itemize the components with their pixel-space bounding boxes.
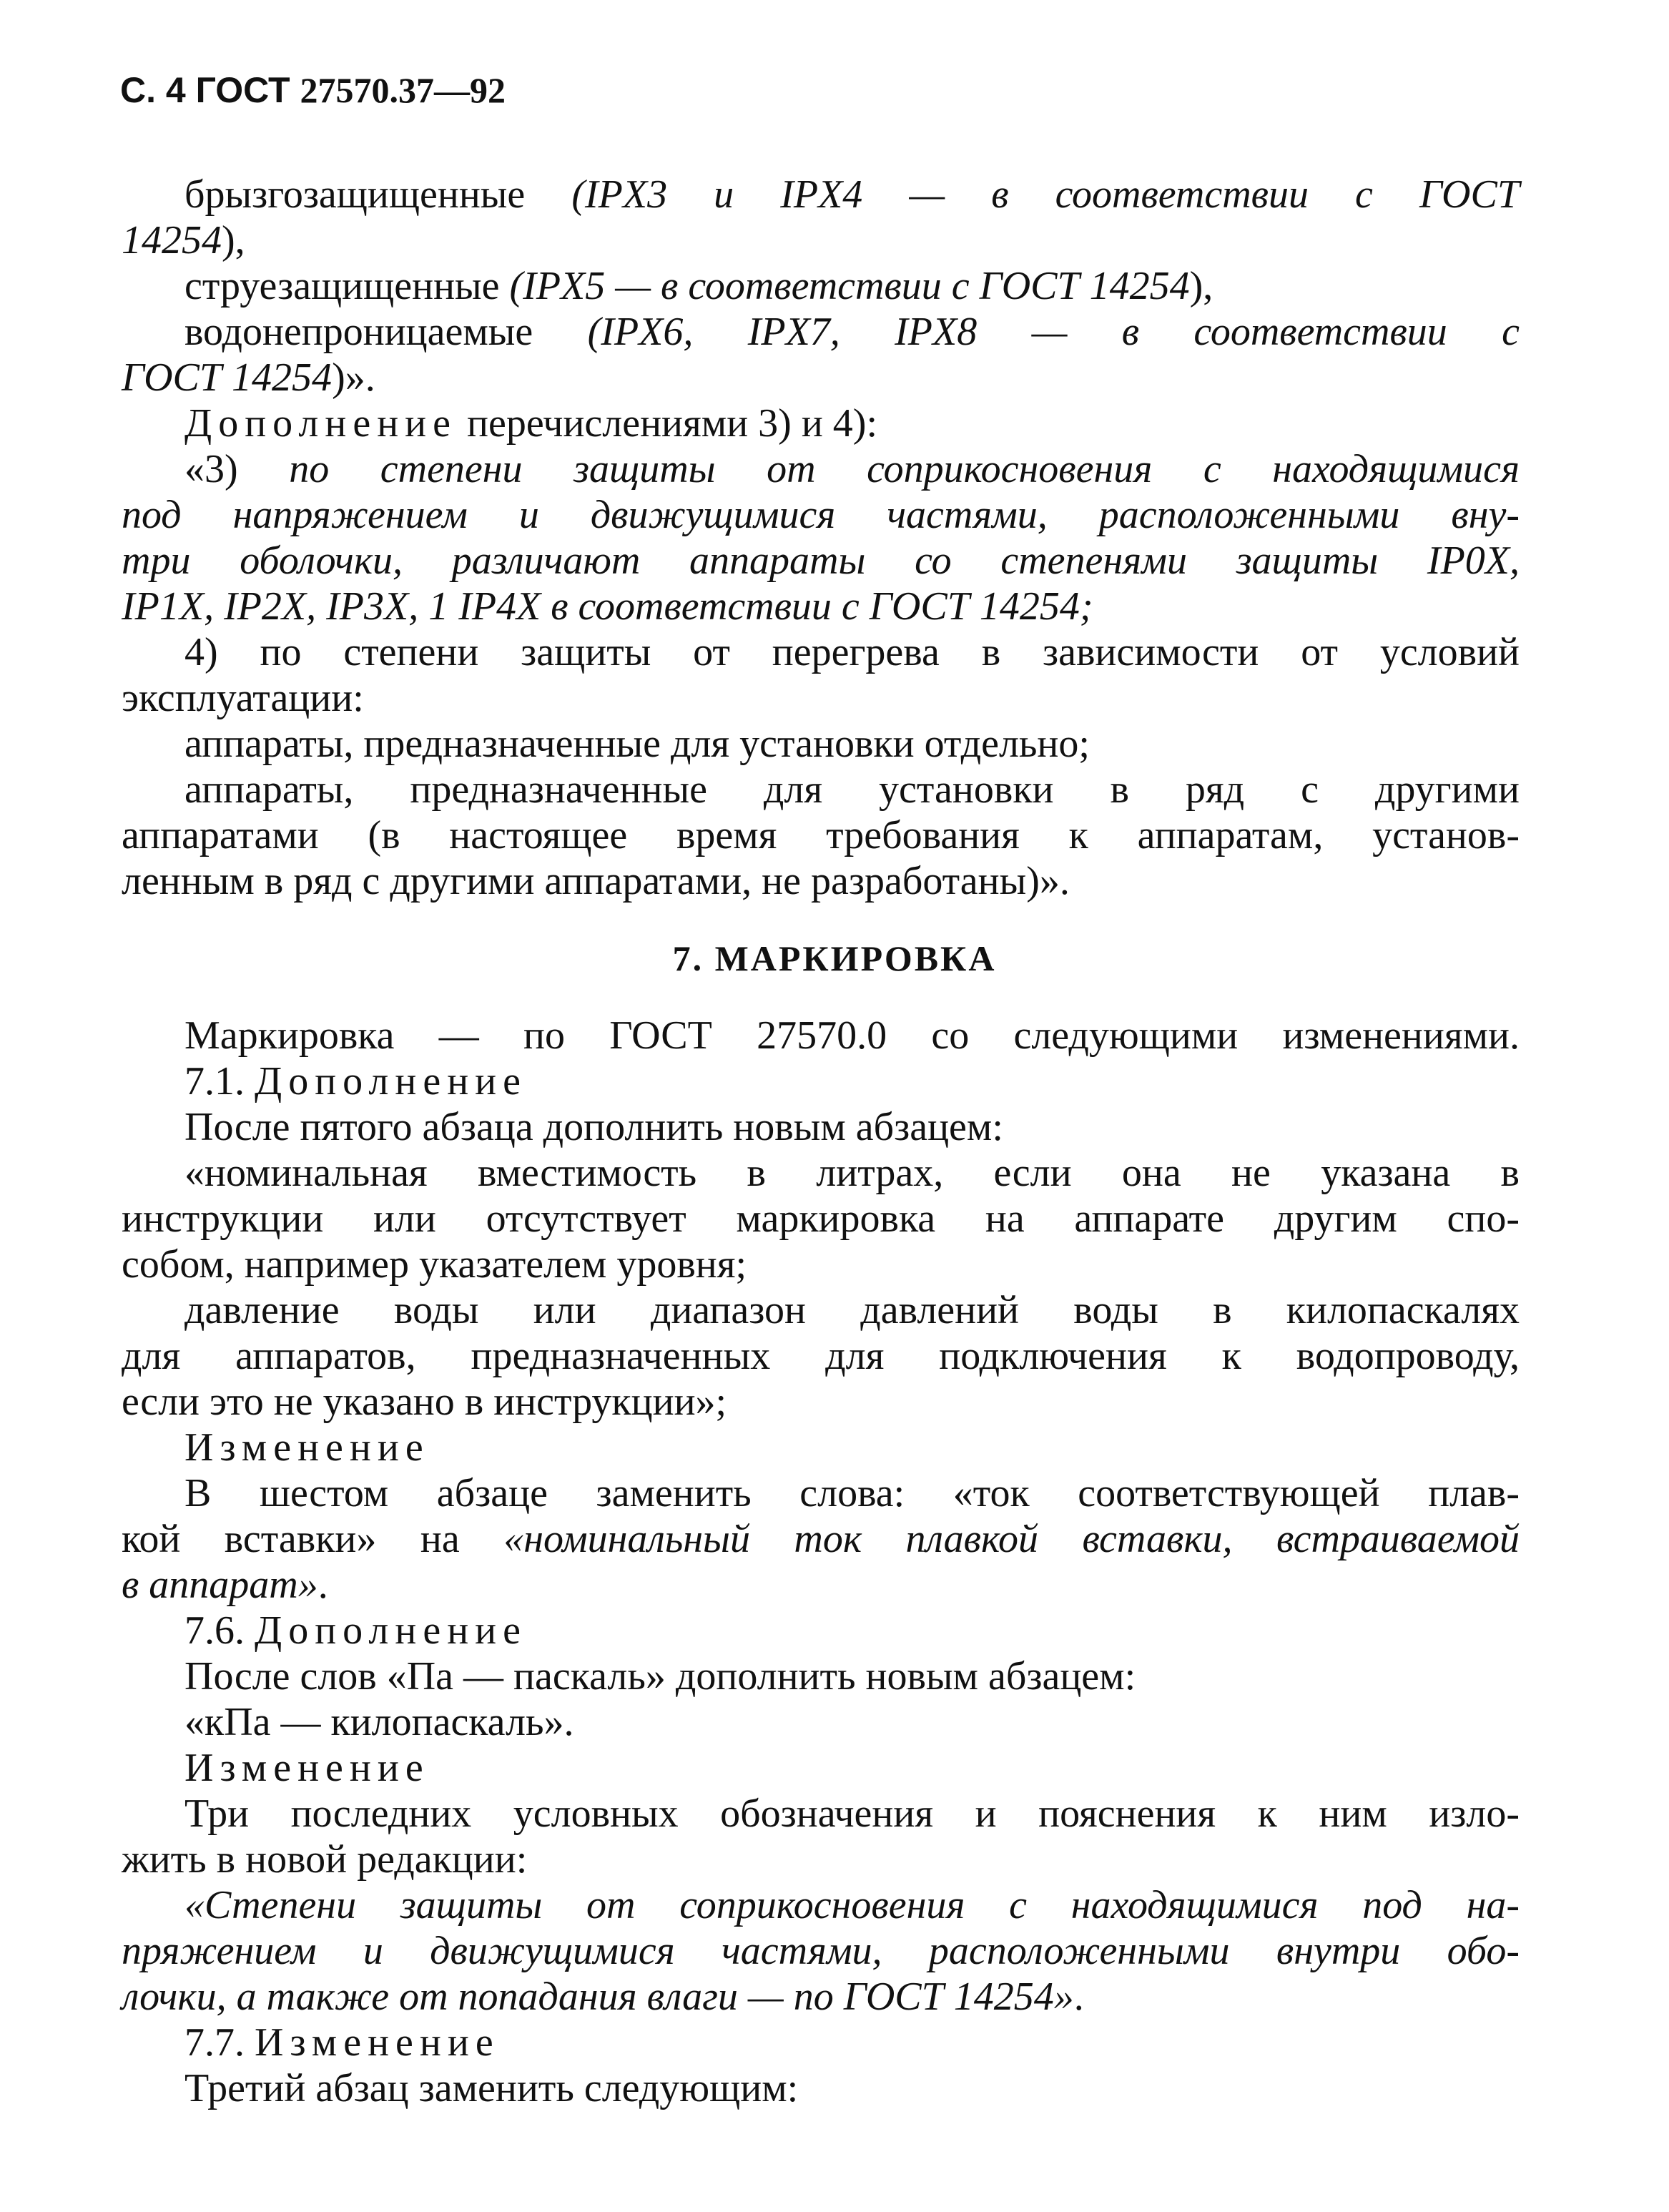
item4-line-4: аппараты, предназначенные для установки в ряд с другими xyxy=(184,767,1520,812)
mark-line-21: пряжением и движущимися частями, расположенными внутри обо- xyxy=(122,1929,1520,1973)
mark-line-15: После слов «Па — паскаль» дополнить новым абзацем: xyxy=(184,1654,1136,1699)
change-heading-2: Изменение xyxy=(184,1746,430,1790)
p1-line-4: водонепроницаемые (IPX6, IPX7, IPX8 — в соответствии с xyxy=(184,310,1520,354)
mark-line-3: После пятого абзаца дополнить новым абзацем: xyxy=(184,1105,1003,1149)
item3-line-3: три оболочки, различают аппараты со степенями защиты IP0X, xyxy=(122,539,1520,583)
p1-line-3: струезащищенные (IPX5 — в соответствии с ГОСТ 14254), xyxy=(184,264,1213,308)
p1-line-2: 14254), xyxy=(122,218,245,262)
p1-line-1: брызгозащищенные (IPX3 и IPX4 — в соответствии с ГОСТ xyxy=(184,172,1520,217)
mark-line-20: «Степени защиты от соприкосновения с находящимися под на- xyxy=(184,1883,1520,1927)
page-header xyxy=(120,69,506,112)
mark-line-8: для аппаратов, предназначенных для подключения к водопроводу, xyxy=(122,1334,1520,1378)
mark-line-5: инструкции или отсутствует маркировка на аппарате другим спо- xyxy=(122,1196,1520,1241)
item4-line-5: аппаратами (в настоящее время требования к аппаратам, установ- xyxy=(122,813,1520,857)
item4-line-6: ленным в ряд с другими аппаратами, не разработаны)». xyxy=(122,859,1070,903)
header-prefix: С. 4 ГОСТ xyxy=(120,70,290,110)
mark-line-16: «кПа — килопаскаль». xyxy=(184,1700,574,1744)
mark-line-12: кой вставки» на «номинальный ток плавкой вставки, встраиваемой xyxy=(122,1517,1520,1561)
mark-line-6: собом, например указателем уровня; xyxy=(122,1242,747,1287)
mark-line-18: Три последних условных обозначения и пояснения к ним изло- xyxy=(184,1791,1520,1836)
clause-7-6-heading: 7.6. Дополнение xyxy=(184,1608,527,1653)
mark-line-24: Третий абзац заменить следующим: xyxy=(184,2066,799,2110)
item4-line-3: аппараты, предназначенные для установки отдельно; xyxy=(184,722,1090,766)
mark-line-11: В шестом абзаце заменить слова: «ток соответствующей плав- xyxy=(184,1471,1520,1515)
section-heading: 7. МАРКИРОВКА xyxy=(672,938,997,978)
item4-line-1: 4) по степени защиты от перегрева в зависимости от условий xyxy=(184,630,1520,674)
item3-line-4: IP1X, IP2X, IP3X, 1 IP4X в соответствии с ГОСТ 14254; xyxy=(122,584,1093,629)
mark-line-1: Маркировка — по ГОСТ 27570.0 со следующими изменениями. xyxy=(184,1013,1520,1058)
mark-line-13: в аппарат». xyxy=(122,1563,328,1607)
change-heading-1: Изменение xyxy=(184,1425,430,1470)
item3-line-2: под напряжением и движущимися частями, расположенными вну- xyxy=(122,493,1520,537)
addition-heading: Дополнение перечислениями 3) и 4): xyxy=(184,401,877,446)
header-standard-number: 27570.37—92 xyxy=(300,70,506,110)
item4-line-2: эксплуатации: xyxy=(122,676,364,720)
p1-line-5: ГОСТ 14254)». xyxy=(122,355,375,400)
mark-line-4: «номинальная вместимость в литрах, если она не указана в xyxy=(184,1151,1520,1195)
item3-line-1: «3) по степени защиты от соприкосновения с находящимися xyxy=(184,447,1520,491)
mark-line-19: жить в новой редакции: xyxy=(122,1837,528,1882)
mark-line-9: если это не указано в инструкции»; xyxy=(122,1380,727,1424)
clause-7-7-heading: 7.7. Изменение xyxy=(184,2020,500,2065)
mark-line-22: лочки, а также от попадания влаги — по ГОСТ 14254». xyxy=(122,1975,1084,2019)
clause-7-1-heading: 7.1. Дополнение xyxy=(184,1059,527,1103)
mark-line-7: давление воды или диапазон давлений воды в килопаскалях xyxy=(184,1288,1520,1332)
